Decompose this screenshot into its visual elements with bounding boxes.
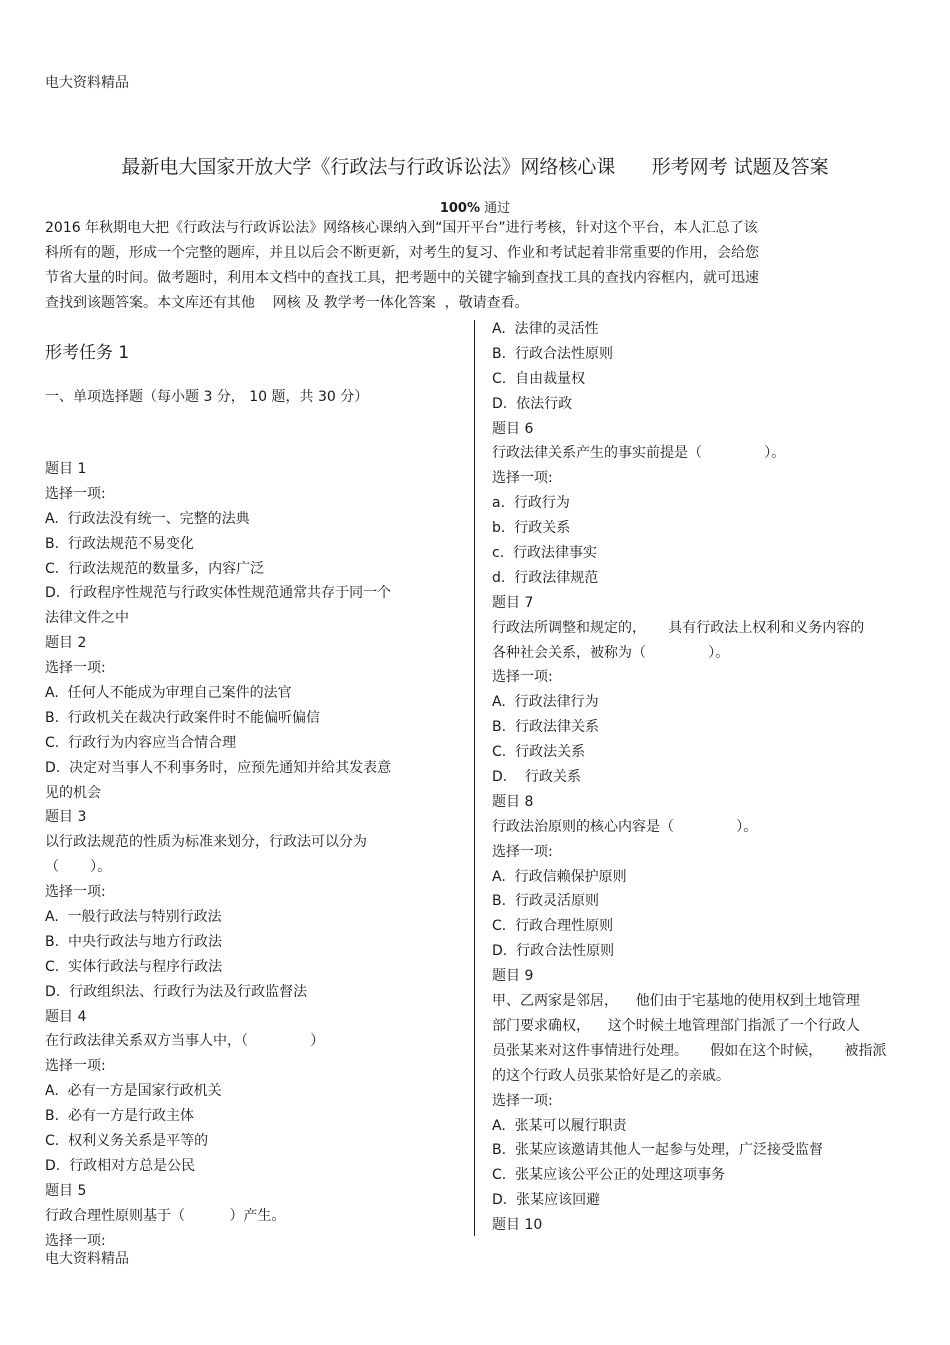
question-text: 各种社会关系，被称为（ ）。: [492, 644, 730, 661]
question-text: 行政法治原则的核心内容是（ ）。: [492, 818, 758, 835]
document-title: 最新电大国家开放大学《行政法与行政诉讼法》网络核心课 形考网考 试题及答案: [121, 156, 829, 178]
intro-line: 科所有的题，形成一个完整的题库，并且以后会不断更新，对考生的复习、作业和考试起着非常重要的作用，会给您: [45, 245, 759, 261]
option: A. 一般行政法与特别行政法: [45, 909, 222, 926]
option: 法律文件之中: [45, 610, 129, 627]
option: C. 权利义务关系是平等的: [45, 1133, 209, 1150]
question-text: 行政法所调整和规定的， 具有行政法上权利和义务内容的: [492, 619, 865, 636]
option: 见的机会: [45, 784, 101, 801]
option: B. 张某应该邀请其他人一起参与处理，广泛接受监督: [492, 1142, 823, 1159]
option: D. 张某应该回避: [492, 1192, 601, 1209]
option: C. 自由裁量权: [492, 370, 586, 387]
option: B. 行政机关在裁决行政案件时不能偏听偏信: [45, 709, 320, 726]
header-label: 电大资料精品: [45, 75, 129, 91]
question-number: 题目 10: [492, 1217, 543, 1234]
option: D. 行政程序性规范与行政实体性规范通常共存于同一个: [45, 585, 392, 602]
pass-rate: [0, 197, 950, 216]
option: B. 行政合法性原则: [492, 345, 613, 362]
option: a. 行政行为: [492, 495, 570, 512]
intro-line: 2016 年秋期电大把《行政法与行政诉讼法》网络核心课纳入到“国开平台”进行考核，针对这个平台，本人汇总了该: [45, 220, 758, 236]
question-text: 的这个行政人员张某恰好是乙的亲戚。: [492, 1067, 730, 1084]
choose-prompt: 选择一项:: [45, 884, 106, 901]
option: c. 行政法律事实: [492, 545, 598, 562]
choose-prompt: 选择一项:: [492, 470, 553, 487]
section-heading: 一、单项选择题（每小题 3 分， 10 题，共 30 分）: [45, 389, 369, 405]
option: A. 行政法律行为: [492, 694, 599, 711]
option: A. 任何人不能成为审理自己案件的法官: [45, 685, 292, 702]
option: B. 行政法律关系: [492, 719, 599, 736]
question-number: 题目 9: [492, 968, 534, 985]
question-number: 题目 7: [492, 594, 534, 611]
option: A. 行政信赖保护原则: [492, 868, 627, 885]
choose-prompt: 选择一项:: [45, 1058, 106, 1075]
option: D. 行政关系: [492, 769, 582, 786]
question-text: 行政合理性原则基于（ ）产生。: [45, 1207, 286, 1224]
option: d. 行政法律规范: [492, 569, 599, 586]
question-number: 题目 5: [45, 1182, 87, 1199]
option: A. 法律的灵活性: [492, 321, 599, 337]
column-divider: [474, 320, 475, 1236]
option: D. 行政合法性原则: [492, 943, 615, 960]
option: C. 行政合理性原则: [492, 918, 614, 935]
choose-prompt: 选择一项:: [492, 1092, 553, 1109]
option: A. 张某可以履行职责: [492, 1117, 627, 1134]
option: B. 中央行政法与地方行政法: [45, 933, 222, 950]
question-number: 题目 1: [45, 461, 87, 477]
choose-prompt: 选择一项:: [45, 1232, 106, 1249]
option: B. 必有一方是行政主体: [45, 1108, 194, 1125]
choose-prompt: 选择一项:: [492, 669, 553, 686]
option: D. 依法行政: [492, 395, 573, 412]
option: C. 行政法规范的数量多，内容广泛: [45, 560, 265, 577]
question-number: 题目 3: [45, 809, 87, 826]
question-number: 题目 4: [45, 1008, 87, 1025]
task-heading: 形考任务 1: [45, 343, 130, 363]
right-column: [492, 317, 912, 1238]
question-number: 题目 2: [45, 635, 87, 652]
option: D. 行政相对方总是公民: [45, 1157, 196, 1174]
option: C. 行政行为内容应当合情合理: [45, 734, 237, 751]
question-text: 在行政法律关系双方当事人中，（ ）: [45, 1033, 325, 1050]
question-text: 部门要求确权， 这个时候土地管理部门指派了一个行政人: [492, 1017, 860, 1034]
choose-prompt: 选择一项:: [45, 485, 106, 502]
choose-prompt: 选择一项:: [45, 660, 106, 677]
option: C. 张某应该公平公正的处理这项事务: [492, 1167, 726, 1184]
pass-text: 通过: [480, 201, 511, 216]
option: D. 行政组织法、行政行为法及行政监督法: [45, 983, 308, 1000]
option: C. 实体行政法与程序行政法: [45, 958, 223, 975]
question-text: 员张某来对这件事情进行处理。 假如在这个时候， 被指派: [492, 1042, 887, 1059]
option: D. 决定对当事人不利事务时，应预先通知并给其发表意: [45, 759, 392, 776]
question-text: 甲、乙两家是邻居， 他们由于宅基地的使用权到土地管理: [492, 993, 860, 1010]
question-text: 行政法律关系产生的事实前提是（ ）。: [492, 445, 786, 462]
option: B. 行政灵活原则: [492, 893, 599, 910]
question-text: 以行政法规范的性质为标准来划分，行政法可以分为: [45, 834, 367, 851]
footer-label: 电大资料精品: [45, 1251, 129, 1267]
option: A. 必有一方是国家行政机关: [45, 1083, 222, 1100]
pass-percent: 100%: [439, 201, 481, 216]
intro-line: 节省大量的时间。做考题时，利用本文档中的查找工具，把考题中的关键字输到查找工具的查找内容框内，就可迅速: [45, 270, 759, 286]
option: B. 行政法规范不易变化: [45, 535, 194, 552]
question-number: 题目 8: [492, 793, 534, 810]
intro-paragraph: [45, 216, 835, 316]
choose-prompt: 选择一项:: [492, 843, 553, 860]
option: b. 行政关系: [492, 520, 571, 537]
left-column: [45, 324, 445, 1254]
question-text: （ ）。: [45, 859, 112, 876]
option: A. 行政法没有统一、完整的法典: [45, 510, 250, 527]
question-number: 题目 6: [492, 420, 534, 437]
intro-line: 查找到该题答案。本文库还有其他 网核 及 教学考一体化答案 ，敬请查看。: [45, 295, 529, 311]
option: C. 行政法关系: [492, 744, 586, 761]
